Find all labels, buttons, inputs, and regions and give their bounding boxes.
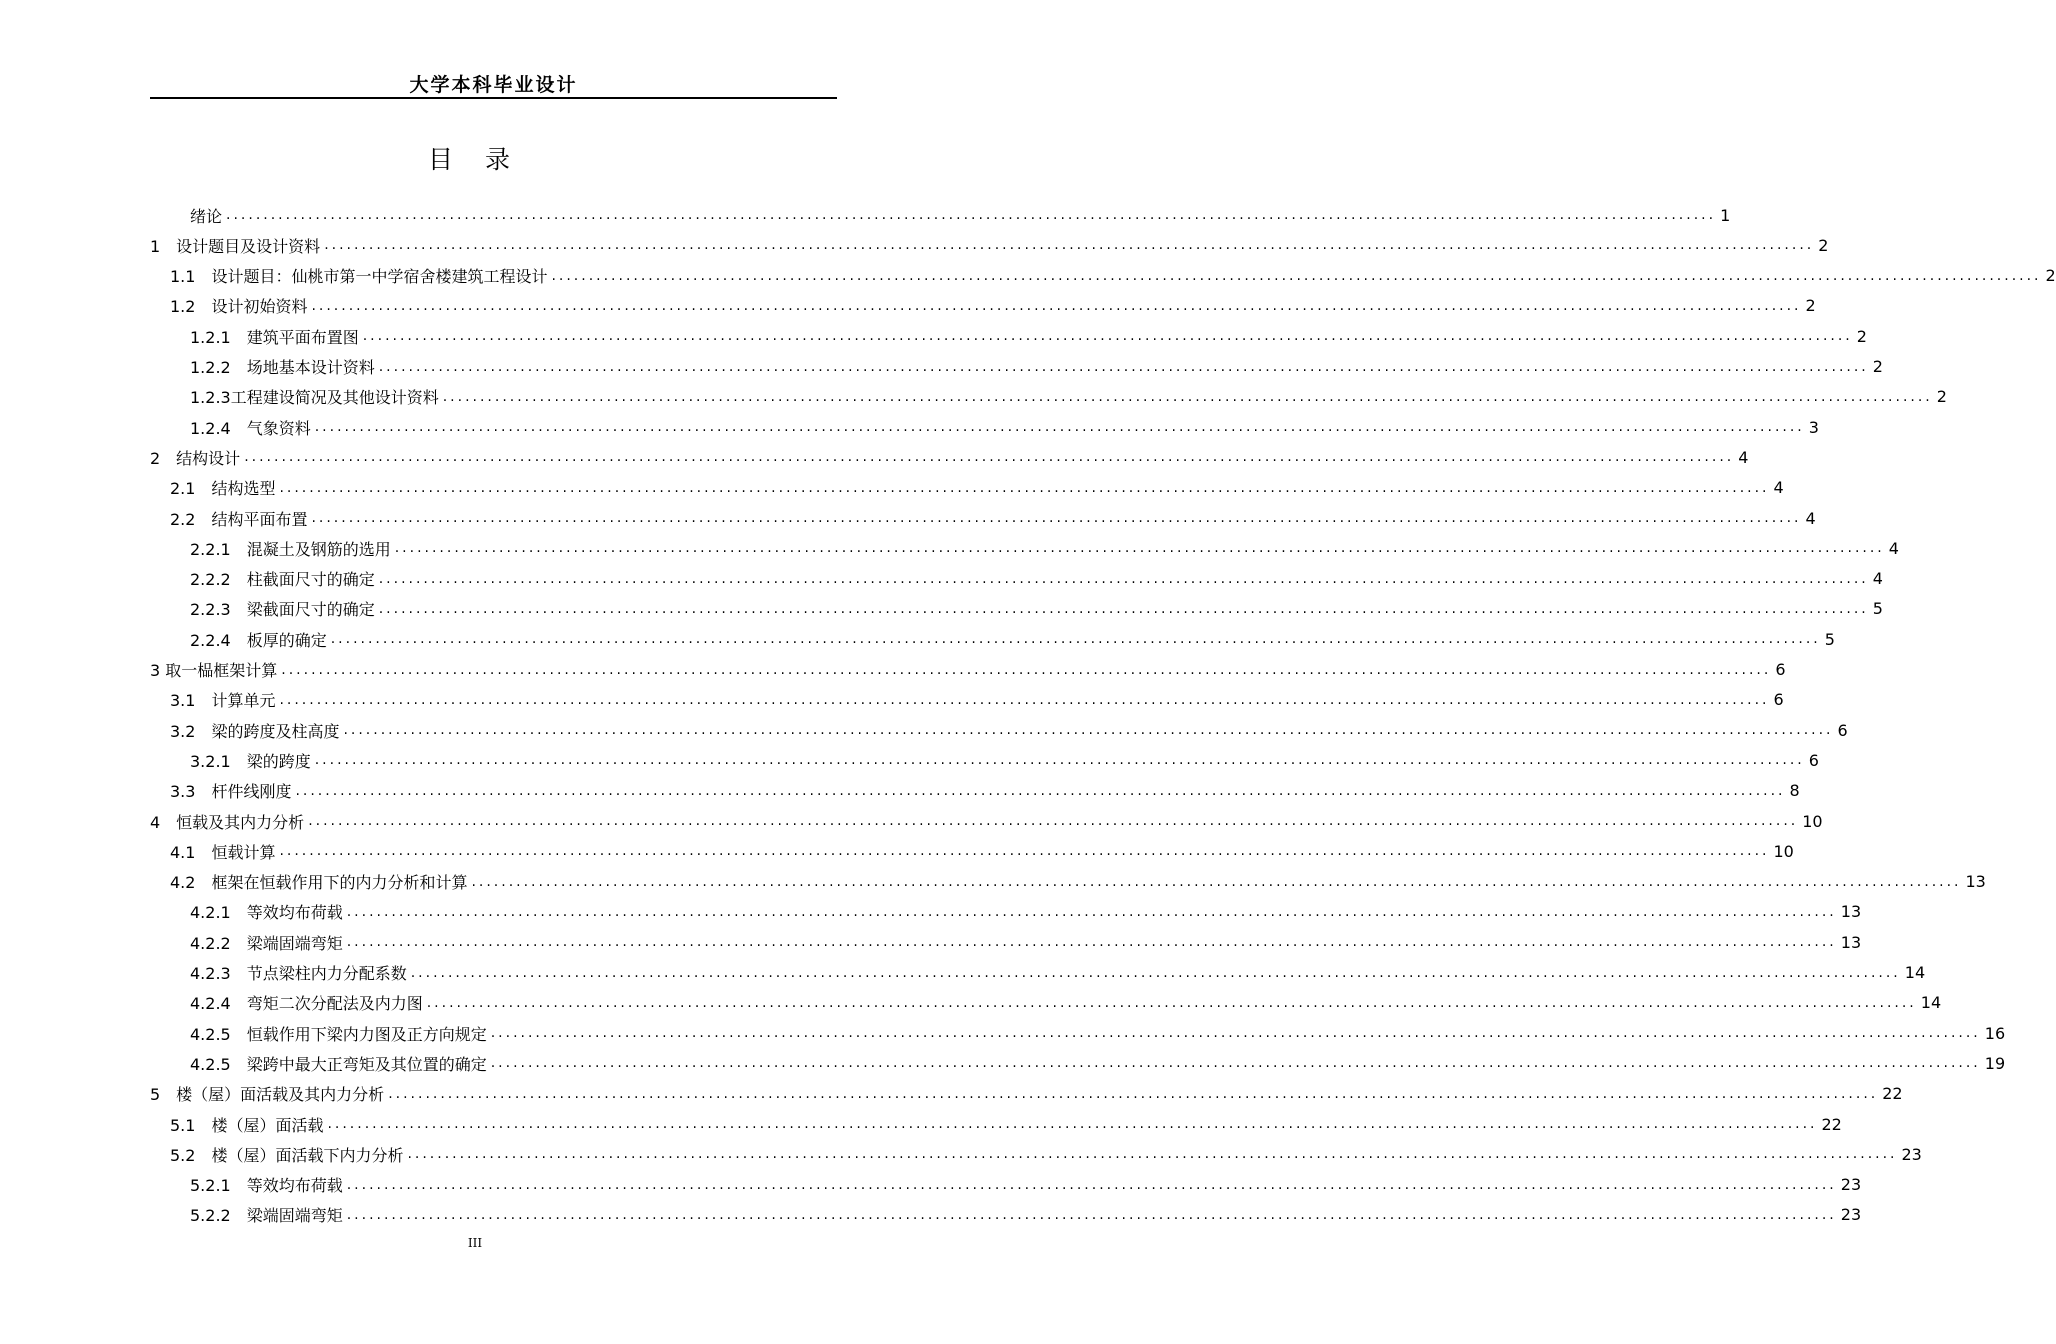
toc-entry-label: 2.2.1 混凝土及钢筋的选用 xyxy=(190,539,391,559)
toc-entry-label: 1.2 设计初始资料 xyxy=(170,297,308,317)
toc-leader-dots: ........................................................................................................................................................................................................ xyxy=(279,843,1770,860)
page-header-title: 大学本科毕业设计 xyxy=(409,74,578,96)
toc-entry[interactable] xyxy=(170,836,1794,866)
toc-leader-dots: ........................................................................................................................................................................................................ xyxy=(346,903,1837,920)
toc-entry-page: 2 xyxy=(1805,296,1816,316)
toc-entry[interactable] xyxy=(170,1139,1922,1169)
toc-entry-label: 4.2.2 梁端固端弯矩 xyxy=(190,933,343,953)
toc-entry-label: 4.1 恒载计算 xyxy=(170,842,276,862)
toc-leader-dots: ........................................................................................................................................................................................................ xyxy=(362,328,1853,345)
toc-entry[interactable] xyxy=(170,776,1800,806)
toc-leader-dots: ........................................................................................................................................................................................................ xyxy=(327,1116,1818,1132)
toc-entry[interactable] xyxy=(190,412,1819,442)
toc-entry[interactable] xyxy=(190,321,1867,351)
toc-entry-page: 23 xyxy=(1840,1175,1862,1195)
toc-entry-page: 2 xyxy=(1936,387,1947,407)
toc-entry-label: 4.2.1 等效均布荷载 xyxy=(190,903,343,923)
toc-entry[interactable] xyxy=(150,655,1786,685)
toc-entry[interactable] xyxy=(190,897,1862,927)
toc-entry[interactable] xyxy=(170,503,1816,533)
toc-leader-dots: ........................................................................................................................................................................................................ xyxy=(346,1176,1837,1193)
toc-entry-page: 10 xyxy=(1802,811,1823,831)
toc-leader-dots: ........................................................................................................................................................................................................ xyxy=(314,752,1805,769)
toc-entry[interactable] xyxy=(150,806,1823,836)
toc-leader-dots: ........................................................................................................................................................................................................ xyxy=(378,570,1869,587)
toc-entry-page: 8 xyxy=(1789,781,1800,801)
toc-entry[interactable] xyxy=(190,745,1819,775)
toc-leader-dots: ........................................................................................................................................................................................................ xyxy=(281,661,1772,678)
toc-entry-label: 绪论 xyxy=(190,206,223,226)
toc-leader-dots: ........................................................................................................................................................................................................ xyxy=(308,813,1799,829)
toc-entry[interactable] xyxy=(170,291,1816,321)
toc-entry-page: 3 xyxy=(1808,417,1819,437)
toc-entry-page: 6 xyxy=(1837,720,1848,740)
toc-leader-dots: ........................................................................................................................................................................................................ xyxy=(490,1055,1981,1072)
toc-leader-dots: ........................................................................................................................................................................................................ xyxy=(410,964,1901,981)
toc-entry[interactable] xyxy=(190,1200,1862,1230)
toc-entry-label: 5.1 楼（屋）面活载 xyxy=(170,1115,324,1135)
toc-entry[interactable] xyxy=(170,715,1848,745)
toc-entry-page: 6 xyxy=(1775,660,1786,679)
toc-leader-dots: ........................................................................................................................................................................................................ xyxy=(330,631,1821,648)
toc-entry-page: 4 xyxy=(1773,478,1784,498)
toc-entry-page: 23 xyxy=(1901,1144,1922,1164)
toc-leader-dots: ........................................................................................................................................................................................................ xyxy=(346,1206,1837,1223)
toc-entry-label: 2.2.4 板厚的确定 xyxy=(190,630,327,650)
toc-entry[interactable] xyxy=(190,1048,2006,1078)
toc-entry-page: 19 xyxy=(1984,1053,2006,1073)
toc-entry-page: 2 xyxy=(1872,357,1883,376)
toc-heading: 目 录 xyxy=(428,145,522,174)
toc-entry-label: 4.2 框架在恒载作用下的内力分析和计算 xyxy=(170,873,468,893)
toc-leader-dots: ........................................................................................................................................................................................................ xyxy=(279,691,1770,708)
toc-entry-label: 2.2.3 梁截面尺寸的确定 xyxy=(190,600,375,620)
toc-entry-label: 1.2.4 气象资料 xyxy=(190,418,311,438)
toc-entry-label: 3.1 计算单元 xyxy=(170,691,276,711)
toc-leader-dots: ........................................................................................................................................................................................................ xyxy=(226,207,1717,223)
toc-entry[interactable] xyxy=(190,927,1862,957)
toc-entry-page: 13 xyxy=(1965,872,1986,892)
toc-leader-dots: ........................................................................................................................................................................................................ xyxy=(426,994,1917,1011)
toc-leader-dots: ........................................................................................................................................................................................................ xyxy=(346,934,1837,951)
toc-entry[interactable] xyxy=(190,564,1883,594)
toc-entry-label: 3 取一榀框架计算 xyxy=(150,661,278,680)
toc-entry[interactable] xyxy=(150,230,1829,260)
toc-leader-dots: ........................................................................................................................................................................................................ xyxy=(311,297,1802,314)
toc-entry-label: 2 结构设计 xyxy=(150,448,241,468)
toc-entry-page: 2 xyxy=(1818,235,1829,255)
toc-leader-dots: ........................................................................................................................................................................................................ xyxy=(407,1146,1898,1163)
toc-entry-page: 4 xyxy=(1805,508,1816,528)
toc-entry-page: 10 xyxy=(1773,841,1794,861)
toc-leader-dots: ........................................................................................................................................................................................................ xyxy=(295,782,1786,799)
toc-entry-page: 6 xyxy=(1808,750,1819,770)
toc-entry-page: 16 xyxy=(1984,1023,2006,1043)
toc-entry-label: 5 楼（屋）面活载及其内力分析 xyxy=(150,1085,385,1105)
toc-entry-page: 6 xyxy=(1773,690,1784,710)
toc-entry[interactable] xyxy=(150,442,1749,472)
toc-entry-label: 1 设计题目及设计资料 xyxy=(150,236,321,256)
toc-leader-dots: ........................................................................................................................................................................................................ xyxy=(343,722,1834,739)
toc-entry[interactable] xyxy=(190,624,1835,654)
toc-entry[interactable] xyxy=(170,1109,1842,1139)
toc-entry-page: 4 xyxy=(1738,447,1749,467)
toc-entry-label: 3.2 梁的跨度及柱高度 xyxy=(170,721,340,741)
toc-entry[interactable] xyxy=(190,352,1883,382)
toc-entry-page: 2 xyxy=(2045,266,2056,286)
page-number: III xyxy=(467,1236,483,1250)
toc-entry-page: 22 xyxy=(1882,1084,1903,1104)
toc-entry-label: 4.2.4 弯矩二次分配法及内力图 xyxy=(190,994,423,1014)
toc-entry-label: 1.2.1 建筑平面布置图 xyxy=(190,327,359,347)
toc-entry-page: 5 xyxy=(1824,629,1835,649)
toc-entry-label: 5.2.1 等效均布荷载 xyxy=(190,1176,343,1196)
toc-entry-page: 1 xyxy=(1720,205,1731,225)
toc-entry-page: 14 xyxy=(1904,963,1926,982)
toc-entry-page: 4 xyxy=(1888,538,1899,558)
header-divider xyxy=(150,97,837,99)
toc-entry-label: 5.2 楼（屋）面活载下内力分析 xyxy=(170,1145,404,1165)
toc-entry[interactable] xyxy=(190,533,1899,563)
toc-leader-dots: ........................................................................................................................................................................................................ xyxy=(394,540,1885,557)
toc-leader-dots: ........................................................................................................................................................................................................ xyxy=(311,510,1802,526)
toc-entry-label: 4.2.5 恒载作用下梁内力图及正方向规定 xyxy=(190,1024,487,1044)
toc-entry[interactable] xyxy=(190,1170,1862,1200)
toc-entry-label: 2.1 结构选型 xyxy=(170,479,276,499)
toc-entry-label: 1.2.2 场地基本设计资料 xyxy=(190,358,375,377)
toc-entry-page: 2 xyxy=(1856,326,1867,346)
toc-leader-dots: ........................................................................................................................................................................................................ xyxy=(314,419,1805,436)
toc-entry[interactable] xyxy=(190,1018,2006,1048)
toc-entry-label: 5.2.2 梁端固端弯矩 xyxy=(190,1206,343,1226)
toc-entry-label: 2.2.2 柱截面尺寸的确定 xyxy=(190,570,375,590)
toc-entry-label: 1.2.3工程建设简况及其他设计资料 xyxy=(190,388,439,408)
toc-entry-label: 1.1 设计题目：仙桃市第一中学宿舍楼建筑工程设计 xyxy=(170,267,548,287)
toc-entry-label: 2.2 结构平面布置 xyxy=(170,509,308,529)
toc-leader-dots: ........................................................................................................................................................................................................ xyxy=(378,600,1869,617)
toc-entry-label: 3.2.1 梁的跨度 xyxy=(190,751,311,771)
toc-leader-dots: ........................................................................................................................................................................................................ xyxy=(471,873,1962,890)
toc-entry[interactable] xyxy=(190,200,1731,230)
toc-entry-page: 14 xyxy=(1920,993,1942,1013)
toc-entry[interactable] xyxy=(190,988,1942,1018)
toc-entry[interactable] xyxy=(170,685,1784,715)
toc-leader-dots: ........................................................................................................................................................................................................ xyxy=(244,449,1735,466)
toc-entry-page: 13 xyxy=(1840,902,1862,922)
toc-leader-dots: ........................................................................................................................................................................................................ xyxy=(324,237,1815,254)
toc-entry[interactable] xyxy=(170,473,1784,503)
toc-entry-page: 5 xyxy=(1872,599,1883,619)
toc-entry-page: 23 xyxy=(1840,1205,1862,1225)
toc-entry[interactable] xyxy=(190,958,1926,988)
toc-entry-label: 4.2.3 节点梁柱内力分配系数 xyxy=(190,964,407,983)
toc-entry[interactable] xyxy=(170,261,2056,291)
toc-entry[interactable] xyxy=(190,594,1883,624)
toc-leader-dots: ........................................................................................................................................................................................................ xyxy=(490,1025,1981,1042)
toc-leader-dots: ........................................................................................................................................................................................................ xyxy=(378,358,1869,375)
toc-leader-dots: ........................................................................................................................................................................................................ xyxy=(551,267,2042,284)
toc-entry-page: 13 xyxy=(1840,932,1862,952)
toc-entry-page: 4 xyxy=(1872,569,1883,589)
toc-leader-dots: ........................................................................................................................................................................................................ xyxy=(279,479,1770,496)
toc-entry-label: 4 恒载及其内力分析 xyxy=(150,812,305,832)
toc-leader-dots: ........................................................................................................................................................................................................ xyxy=(442,388,1933,405)
toc-entry[interactable] xyxy=(190,382,1947,412)
toc-entry-page: 22 xyxy=(1821,1114,1842,1134)
toc-leader-dots: ........................................................................................................................................................................................................ xyxy=(388,1085,1879,1102)
toc-entry[interactable] xyxy=(150,1079,1903,1109)
toc-entry[interactable] xyxy=(170,867,1986,897)
toc-entry-label: 3.3 杆件线刚度 xyxy=(170,782,292,802)
toc-entry-label: 4.2.5 梁跨中最大正弯矩及其位置的确定 xyxy=(190,1054,487,1074)
